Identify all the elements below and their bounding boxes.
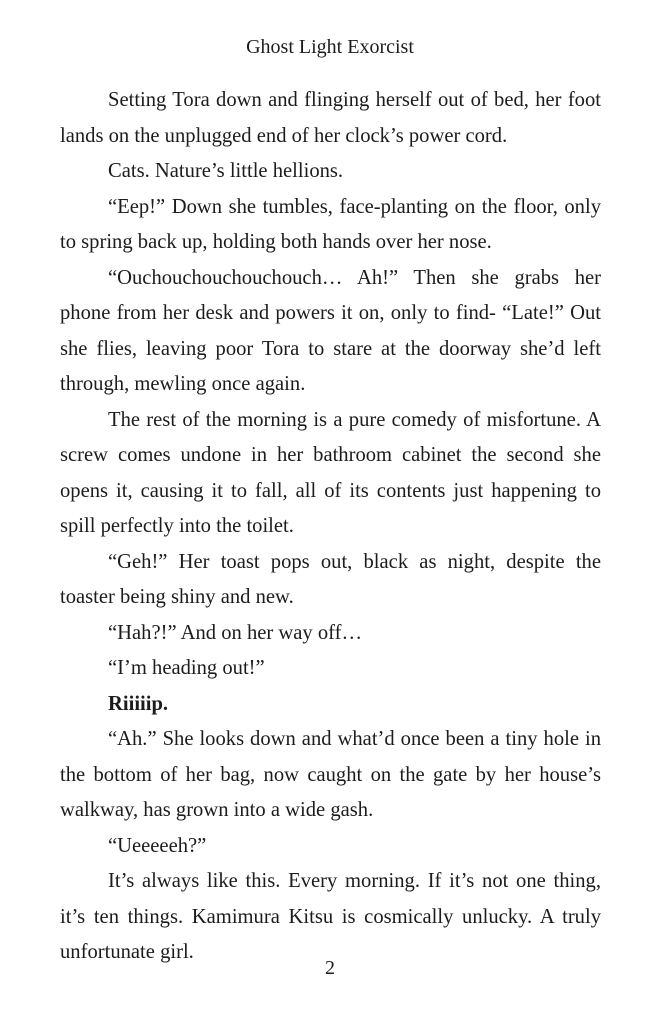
paragraph: “I’m heading out!” [108, 657, 265, 679]
body-text [60, 83, 601, 971]
paragraph: “Ueeeeeh?” [108, 834, 207, 857]
paragraph: “Hah?!” And on her way off… [108, 621, 363, 644]
paragraph: Setting Tora down and flinging herself out of bed, her foot lands on the unplugged end of her clock’s power cord. [60, 89, 601, 147]
sound-effect-paragraph: Riiiiip. [108, 692, 169, 715]
paragraph: “Geh!” Her toast pops out, black as night, despite the toaster being shiny and new. [60, 550, 601, 608]
paragraph: Cats. Nature’s little hellions. [108, 160, 344, 182]
paragraph: “Ouchouchouchouchouch… Ah!” Then she grabs her phone from her desk and powers it on, only to find- “Late!” Out she flies, leaving poor Tora to stare at the doorway she’d left through, mewling once again. [60, 266, 601, 395]
running-head-title: Ghost Light Exorcist [246, 36, 414, 58]
page-number: 2 [325, 957, 335, 979]
paragraph: It’s always like this. Every morning. If it’s not one thing, it’s ten things. Kamimura Kitsu is cosmically unlucky. A truly unfortunate girl. [60, 870, 601, 963]
paragraph: The rest of the morning is a pure comedy of misfortune. A screw comes undone in her bathroom cabinet the second she opens it, causing it to fall, all of its contents just happening to spill perfectly into the toilet. [60, 408, 601, 537]
paragraph: “Ah.” She looks down and what’d once been a tiny hole in the bottom of her bag, now caught on the gate by her house’s walkway, has grown into a wide gash. [60, 728, 601, 821]
paragraph: “Eep!” Down she tumbles, face-planting on the floor, only to spring back up, holding both hands over her nose. [60, 195, 601, 253]
